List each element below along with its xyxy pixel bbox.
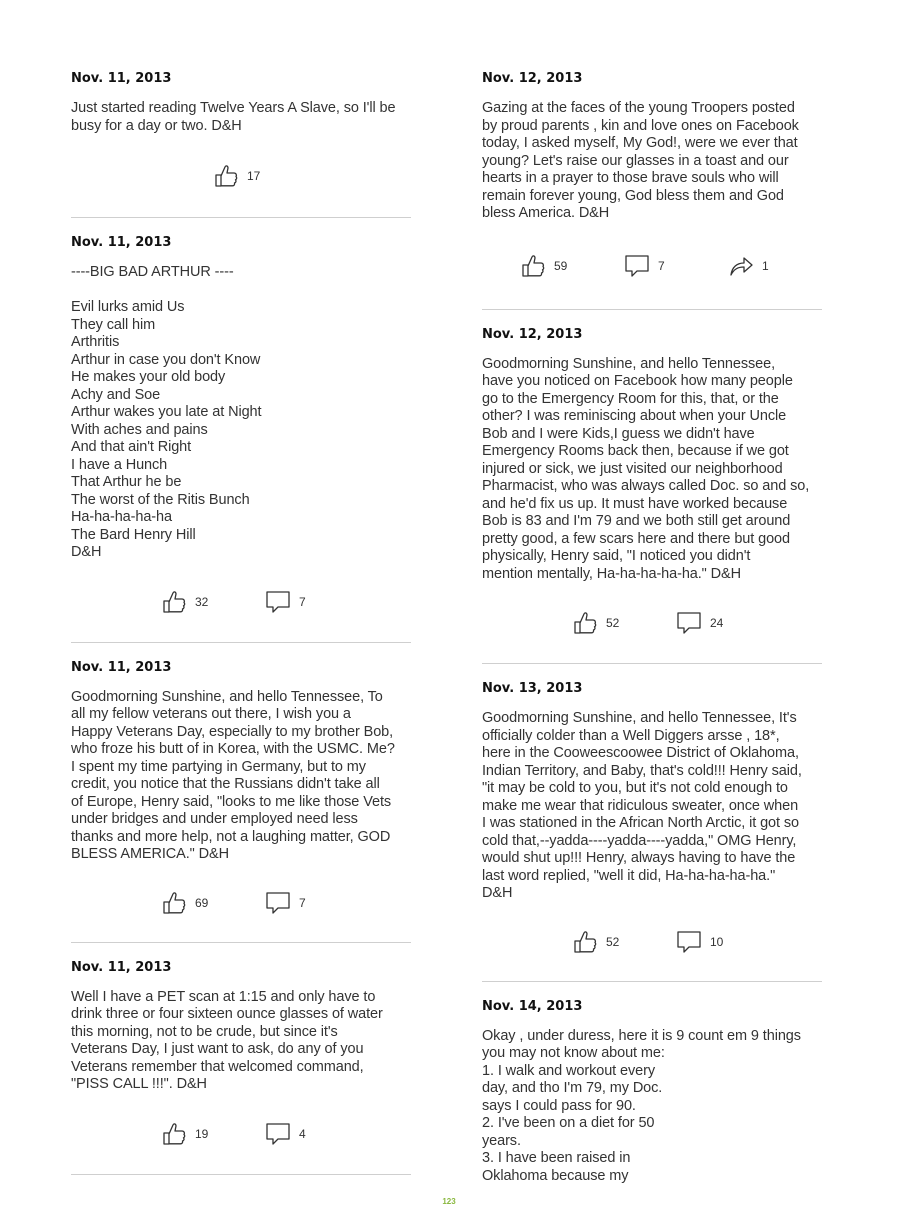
comment-button[interactable] xyxy=(676,610,732,636)
like-count: 19 xyxy=(195,1126,209,1141)
post-card xyxy=(71,959,411,1175)
post-card xyxy=(71,234,411,643)
post-actions xyxy=(482,903,822,981)
post-card xyxy=(482,680,822,982)
thumbs-up-icon xyxy=(520,253,546,279)
share-arrow-icon xyxy=(728,253,754,279)
comment-count: 24 xyxy=(710,616,724,630)
right-column xyxy=(482,70,822,1185)
post-actions xyxy=(482,583,822,663)
comment-count: 7 xyxy=(299,594,306,609)
post-card xyxy=(482,326,822,665)
post-date: Nov. 11, 2013 xyxy=(71,71,172,86)
post-text: Goodmorning Sunshine, and hello Tennessee, It's officially colder than a Well Diggers arsse , 18*, here in the Cooweescoowee District of Oklahoma, Indian Territory, and Baby, that's cold!!! Henry said, "it may be cold to you, but it's not cold enough to make me wear that ridiculous sweater, once when I was stationed in the African North Arctic, it got so cold that,--yadda----yadda----yadda," OMG Henry, would shut up!!! Henry, always having to have the last word replied, "well it did, Ha-ha-ha-ha-ha." D&H xyxy=(482,710,802,901)
comment-count: 7 xyxy=(299,895,306,910)
post-actions xyxy=(482,223,822,309)
post-text: Gazing at the faces of the young Troopers posted by proud parents , kin and love ones on Facebook today, I asked myself, My God!, were we ever that young? Let's raise our glasses in a toast and our hearts in a prayer to those brave souls who will remain forever young, God bless them and God bless America. D&H xyxy=(482,100,799,221)
post-text: Okay , under duress, here it is 9 count em 9 things you may not know about me: 1. I walk and workout every day, and tho I'm 79, my Doc. says I could pass for 90. 2. I've been on a diet for 50 years. 3. I have been raised in Oklahoma because my xyxy=(482,1027,801,1184)
share-button[interactable] xyxy=(728,253,784,279)
post-date: Nov. 11, 2013 xyxy=(71,235,172,250)
like-button[interactable] xyxy=(213,163,269,189)
post-card xyxy=(71,70,411,218)
like-count: 17 xyxy=(247,169,261,183)
thumbs-up-icon xyxy=(572,929,598,955)
post-date: Nov. 13, 2013 xyxy=(482,681,583,696)
like-button[interactable] xyxy=(520,253,576,279)
post-text: Just started reading Twelve Years A Slave, so I'll be busy for a day or two. D&H xyxy=(71,100,396,134)
speech-bubble-icon xyxy=(265,1121,291,1147)
thumbs-up-icon xyxy=(161,1121,187,1147)
thumbs-up-icon xyxy=(572,610,598,636)
comment-count: 10 xyxy=(710,934,724,949)
post-text: Goodmorning Sunshine, and hello Tennessee, To all my fellow veterans out there, I wish you a Happy Veterans Day, especially to my brother Bob, who froze his butt of in Korea, with the USMC. Me? I spent my time partying in Germany, but to my credit, you notice that the Russians didn't take all of Europe, Henry said, "looks to me like those Vets under bridges and under employed need less thanks and more help, not a laughing matter, GOD BLESS AMERICA." D&H xyxy=(71,688,395,862)
comment-button[interactable] xyxy=(676,929,732,955)
thumbs-up-icon xyxy=(161,589,187,615)
thumbs-up-icon xyxy=(161,890,187,916)
like-count: 32 xyxy=(195,594,209,609)
post-card xyxy=(482,998,822,1186)
left-column xyxy=(71,70,411,1175)
like-button[interactable] xyxy=(572,929,628,955)
like-count: 59 xyxy=(554,258,568,273)
post-card xyxy=(71,659,411,943)
comment-button[interactable] xyxy=(265,1121,321,1147)
like-button[interactable] xyxy=(161,890,217,916)
post-card xyxy=(482,70,822,310)
like-button[interactable] xyxy=(572,610,628,636)
post-text: Goodmorning Sunshine, and hello Tennessee, have you noticed on Facebook how many people go to the Emergency Room for this, that, or the other? I was reminiscing about when your Uncle Bob and I were Kids,I guess we didn't have Emergency Rooms back then, because if we got injured or sick, we just visited our neighborhood Pharmacist, who was always called Doc. so and so, and he'd fix us up. It must have worked because Bob is 83 and I'm 79 and we both still get around pretty good, a few scars here and there but good physically, Henry said, "I noticed you didn't mention mentally, Ha-ha-ha-ha-ha." D&H xyxy=(482,355,810,582)
comment-button[interactable] xyxy=(624,253,680,279)
post-text: Well I have a PET scan at 1:15 and only have to drink three or four sixteen ounce glasses of water this morning, not to be crude, but since it's Veterans Day, I just want to ask, do any of you Veterans remember that welcomed command, "PISS CALL !!!". D&H xyxy=(71,988,383,1092)
post-actions xyxy=(71,864,411,942)
post-text: ----BIG BAD ARTHUR ---- Evil lurks amid Us They call him Arthritis Arthur in case you don't Know He makes your old body Achy and Soe Arthur wakes you late at Night With aches and pains And that ain't Right I have a Hunch That Arthur he be The worst of the Ritis Bunch Ha-ha-ha-ha-ha The Bard Henry Hill D&H xyxy=(71,264,262,560)
post-actions xyxy=(71,562,411,642)
post-date: Nov. 12, 2013 xyxy=(482,71,583,86)
comment-button[interactable] xyxy=(265,589,321,615)
comment-button[interactable] xyxy=(265,890,321,916)
speech-bubble-icon xyxy=(265,890,291,916)
like-count: 69 xyxy=(195,895,209,910)
speech-bubble-icon xyxy=(676,610,702,636)
thumbs-up-icon xyxy=(213,163,239,189)
speech-bubble-icon xyxy=(624,253,650,279)
like-button[interactable] xyxy=(161,589,217,615)
comment-count: 7 xyxy=(658,258,665,273)
post-date: Nov. 14, 2013 xyxy=(482,998,583,1014)
share-count: 1 xyxy=(762,258,769,273)
like-button[interactable] xyxy=(161,1121,217,1147)
post-actions xyxy=(71,135,411,217)
speech-bubble-icon xyxy=(265,589,291,615)
post-date: Nov. 11, 2013 xyxy=(71,659,172,675)
page-number: 123 xyxy=(442,1197,456,1206)
comment-count: 4 xyxy=(299,1126,306,1141)
post-date: Nov. 12, 2013 xyxy=(482,326,583,342)
like-count: 52 xyxy=(606,616,620,630)
post-date: Nov. 11, 2013 xyxy=(71,959,172,975)
post-actions xyxy=(71,1094,411,1174)
speech-bubble-icon xyxy=(676,929,702,955)
like-count: 52 xyxy=(606,934,620,949)
